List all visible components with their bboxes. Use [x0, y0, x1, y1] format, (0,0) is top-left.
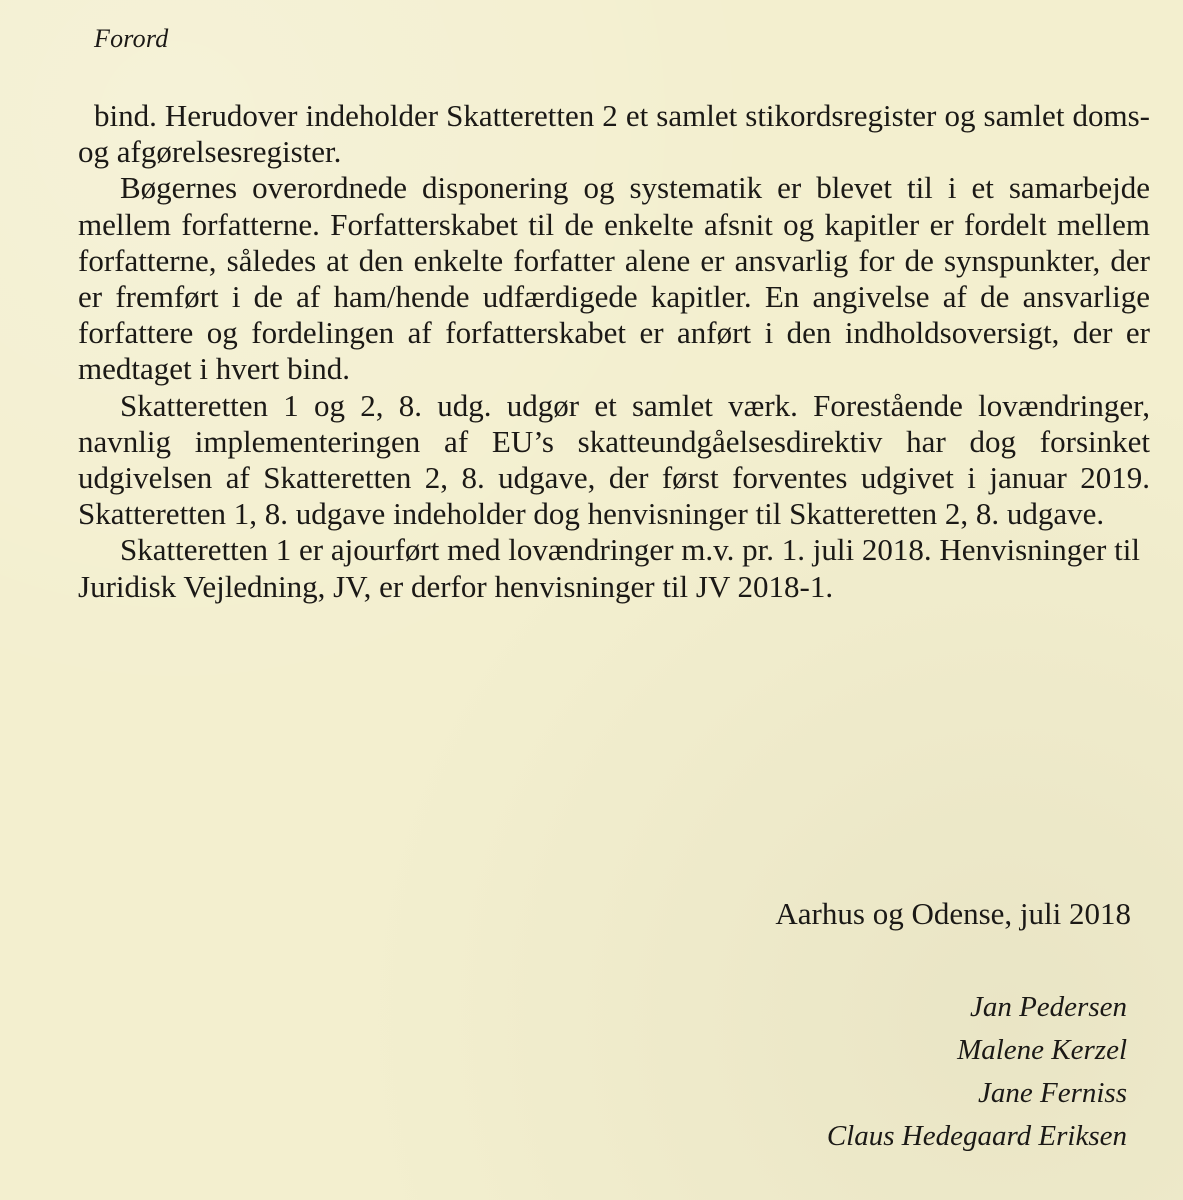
paragraph-4: Skatteretten 1 er ajourført med lovændringer m.v. pr. 1. juli 2018. Henvisninger til Juridisk Vejledning, JV, er derfor henvisninger til JV 2018-1.: [78, 532, 1140, 604]
running-head: Forord: [94, 24, 169, 53]
paragraph-1: bind. Herudover indeholder Skatteretten 2 et samlet stikordsregister og samlet doms- og afgørelsesregister.: [78, 98, 1150, 170]
paragraph-2: Bøgernes overordnede disponering og systematik er blevet til i et samarbejde mellem forfatterne. Forfatterskabet til de enkelte afsnit og kapitler er fordelt mellem forfatterne, således at den enkelte forfatter alene er ansvarlig for de synspunkter, der er fremført i de af ham/hende udfærdigede kapitler. En angivelse af de ansvarlige forfattere og fordelingen af forfatterskabet er anført i den indholdsoversigt, der er medtaget i hvert bind.: [78, 170, 1150, 387]
place-date: Aarhus og Odense, juli 2018: [775, 896, 1131, 931]
author-signatures: [827, 986, 1127, 1158]
author-name: Claus Hedegaard Eriksen: [826, 1120, 1127, 1152]
author-name: Jane Ferniss: [978, 1077, 1127, 1109]
preface-body: [78, 98, 1150, 605]
author-name: Jan Pedersen: [969, 991, 1127, 1023]
author-name: Malene Kerzel: [957, 1034, 1127, 1066]
paragraph-3: Skatteretten 1 og 2, 8. udg. udgør et samlet værk. Forestående lovændringer, navnlig implementeringen af EU’s skatteundgåelsesdirektiv har dog forsinket udgivelsen af Skatteretten 2, 8. udgave, der først forventes udgivet i januar 2019. Skatteretten 1, 8. udgave indeholder dog henvisninger til Skatteretten 2, 8. udgave.: [78, 387, 1150, 532]
